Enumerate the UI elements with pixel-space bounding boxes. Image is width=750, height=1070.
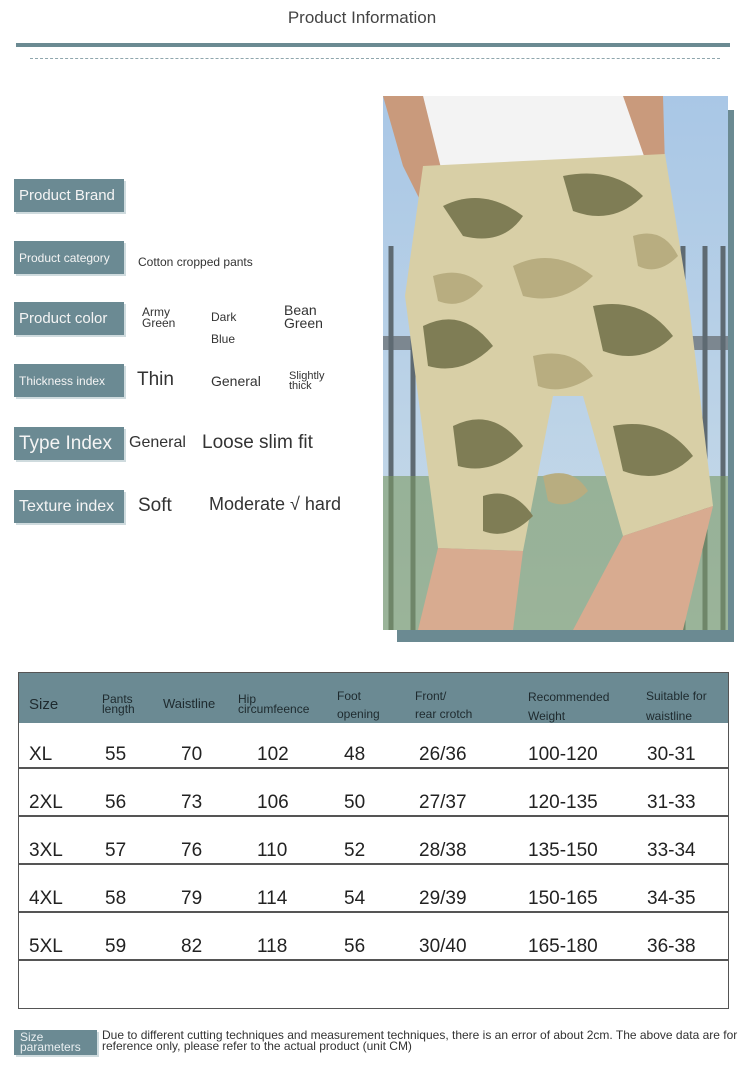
brand-label: Product Brand: [14, 179, 124, 212]
header-text: Hip: [238, 692, 257, 706]
cell-size: 4XL: [29, 888, 63, 909]
header-text: length: [102, 702, 135, 716]
cell-foot-opening: 56: [344, 936, 366, 957]
cell-foot-opening: 54: [344, 888, 366, 909]
header-text: Suitable for: [646, 689, 707, 703]
cell-pants-length: 55: [105, 744, 127, 765]
texture-option-moderate-hard: Moderate √ hard: [209, 494, 341, 514]
thickness-option-slightly-thick: [289, 371, 324, 391]
size-table: [18, 672, 729, 1009]
cell-size: 5XL: [29, 936, 63, 957]
cell-size: 2XL: [29, 792, 63, 813]
cell-hip: 118: [257, 936, 288, 957]
cell-crotch: 30/40: [419, 936, 467, 957]
header-recommended-weight: [528, 688, 609, 726]
category-value: Cotton cropped pants: [138, 255, 253, 269]
cell-hip: 102: [257, 744, 289, 765]
color-option-text: Blue: [211, 332, 236, 346]
cell-crotch: 28/38: [419, 840, 467, 861]
cell-weight: 120-135: [528, 792, 598, 813]
cell-waist-fit: 33-34: [647, 840, 696, 861]
measurement-note: Due to different cutting techniques and measurement techniques, there is an error of about 2cm. The above data are for reference only, please refer to the actual product (unit CM): [102, 1028, 738, 1053]
color-option-text: Dark: [211, 310, 237, 324]
thickness-option-general: General: [211, 373, 261, 389]
header-text: circumfeence: [238, 702, 310, 716]
type-option-loose-slim: Loose slim fit: [202, 432, 313, 453]
cell-weight: 165-180: [528, 936, 598, 957]
dashed-divider: [30, 58, 720, 59]
cell-pants-length: 59: [105, 936, 127, 957]
row-divider: [19, 911, 728, 913]
texture-label: Texture index: [14, 490, 124, 523]
table-header: [19, 673, 728, 723]
cell-pants-length: 58: [105, 888, 127, 909]
cell-waistline: 79: [181, 888, 203, 909]
cell-hip: 106: [257, 792, 289, 813]
tag-text: parameters: [20, 1040, 81, 1054]
row-divider: [19, 959, 728, 961]
cell-waist-fit: 31-33: [647, 792, 696, 813]
cell-waistline: 73: [181, 792, 203, 813]
title-rule: [16, 43, 730, 47]
page-title: Product Information: [287, 8, 437, 27]
cell-size: XL: [29, 744, 53, 765]
header-suitable-waistline: [646, 686, 707, 726]
cell-foot-opening: 52: [344, 840, 366, 861]
header-text: Pants: [102, 692, 133, 706]
header-foot-opening: [337, 687, 380, 723]
header-text: Recommended: [528, 690, 610, 704]
header-waistline: Waistline: [163, 696, 216, 711]
header-text: opening: [337, 707, 380, 721]
thickness-option-text: thick: [289, 380, 312, 392]
row-divider: [19, 815, 728, 817]
header-text: Front/: [415, 689, 447, 703]
cell-foot-opening: 48: [344, 744, 366, 765]
color-option-text: Bean: [284, 302, 317, 318]
cell-size: 3XL: [29, 840, 63, 861]
product-photo: [383, 96, 728, 630]
thickness-option-thin: Thin: [137, 369, 174, 390]
color-option-text: Green: [142, 316, 176, 330]
cell-waist-fit: 30-31: [647, 744, 696, 765]
header-hip: [238, 694, 309, 714]
cell-waistline: 76: [181, 840, 203, 861]
header-text: Foot: [337, 689, 362, 703]
cell-crotch: 29/39: [419, 888, 467, 909]
type-label: Type Index: [14, 427, 124, 460]
thickness-option-text: Slightly: [289, 370, 325, 382]
color-option-bean-green: [284, 304, 323, 330]
cell-weight: 150-165: [528, 888, 598, 909]
cell-weight: 135-150: [528, 840, 598, 861]
color-option-army-green: [142, 307, 175, 329]
camo-shorts-illustration: [383, 96, 728, 630]
cell-crotch: 27/37: [419, 792, 467, 813]
type-option-general: General: [129, 434, 186, 451]
size-parameters-tag: [14, 1030, 97, 1055]
color-option-dark-blue: [211, 306, 236, 350]
tag-text: Size: [20, 1030, 44, 1044]
thickness-label: Thickness index: [14, 364, 124, 397]
cell-hip: 110: [257, 840, 288, 861]
header-pants-length: [102, 694, 135, 714]
color-label: Product color: [14, 302, 124, 335]
cell-waistline: 70: [181, 744, 203, 765]
cell-pants-length: 57: [105, 840, 127, 861]
color-option-text: Green: [284, 315, 323, 331]
header-text: waistline: [646, 709, 693, 723]
row-divider: [19, 767, 728, 769]
cell-waistline: 82: [181, 936, 203, 957]
color-option-text: Army: [142, 305, 170, 319]
row-divider: [19, 863, 728, 865]
header-size: Size: [29, 696, 59, 713]
cell-pants-length: 56: [105, 792, 127, 813]
cell-weight: 100-120: [528, 744, 598, 765]
cell-waist-fit: 34-35: [647, 888, 696, 909]
header-text: rear crotch: [415, 707, 473, 721]
texture-option-soft: Soft: [138, 495, 172, 516]
header-crotch: [415, 687, 472, 723]
cell-foot-opening: 50: [344, 792, 366, 813]
cell-crotch: 26/36: [419, 744, 467, 765]
cell-hip: 114: [257, 888, 288, 909]
cell-waist-fit: 36-38: [647, 936, 696, 957]
category-label: Product category: [14, 241, 124, 274]
header-text: Weight: [528, 709, 566, 723]
